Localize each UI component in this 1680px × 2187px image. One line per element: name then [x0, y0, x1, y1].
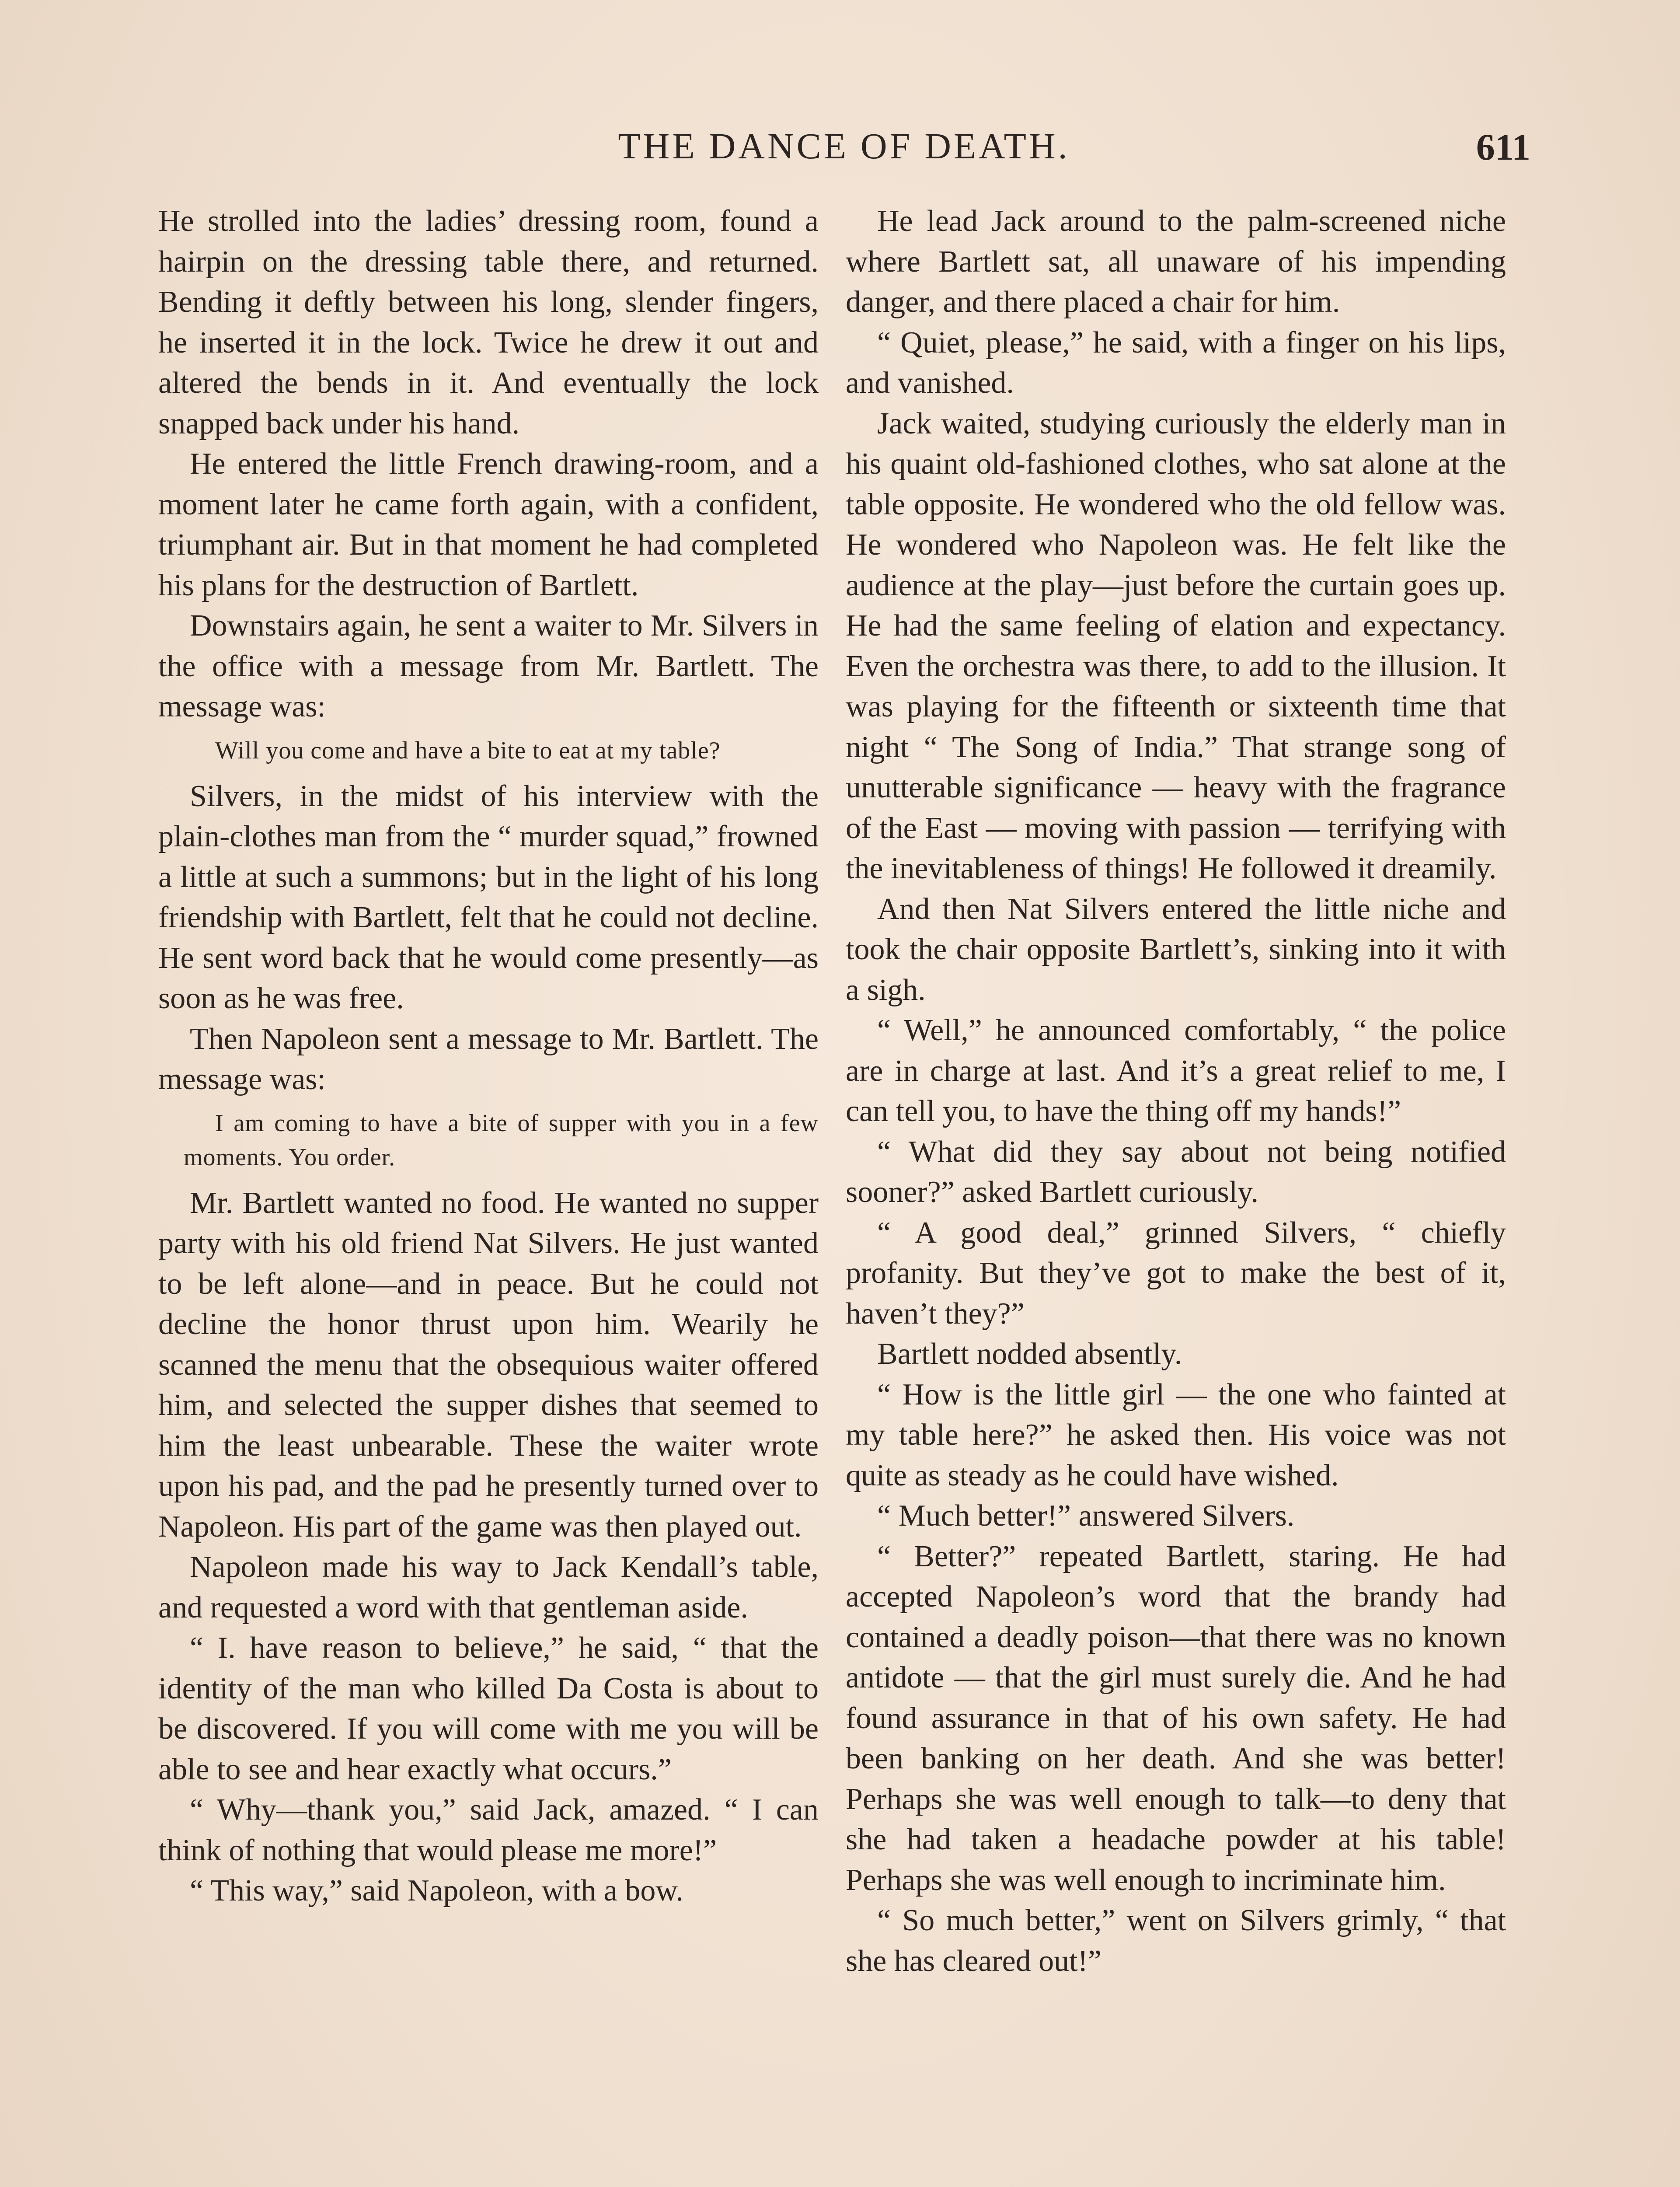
- page-header: [157, 125, 1530, 173]
- left-column: [158, 201, 819, 1911]
- paragraph: He entered the little French drawing-room, and a moment later he came forth again, with a confident, triumphant air. But in that moment he had completed his plans for the destruction of Bartlett.: [158, 447, 819, 602]
- paragraph: “ Why—thank you,” said Jack, amazed. “ I can think of nothing that would please me more!”: [158, 1793, 819, 1867]
- paragraph: “ I. have reason to believe,” he said, “ that the identity of the man who killed Da Costa is about to be discovered. If you will come with me you will be able to see and hear exactly what occurs.”: [158, 1631, 819, 1786]
- running-title: THE DANCE OF DEATH.: [618, 126, 1070, 167]
- paragraph: “ Well,” he announced comfortably, “ the police are in charge at last. And it’s a great relief to me, I can tell you, to have the thing off my hands!”: [846, 1013, 1506, 1128]
- paragraph: Downstairs again, he sent a waiter to Mr. Silvers in the office with a message from Mr. Bartlett. The message was:: [158, 609, 819, 723]
- paragraph: He lead Jack around to the palm-screened niche where Bartlett sat, all unaware of his impending danger, and there placed a chair for him.: [846, 204, 1506, 319]
- quoted-message: I am coming to have a bite of supper with you in a few moments. You order.: [184, 1109, 819, 1171]
- paragraph: And then Nat Silvers entered the little niche and took the chair opposite Bartlett’s, sinking into it with a sigh.: [846, 892, 1506, 1007]
- paragraph: Bartlett nodded absently.: [877, 1337, 1182, 1371]
- page-number: 611: [1476, 126, 1530, 168]
- quoted-message: Will you come and have a bite to eat at my table?: [215, 737, 721, 764]
- paragraph: Silvers, in the midst of his interview with the plain-clothes man from the “ murder squad,” frowned a little at such a summons; but in the light of his long friendship with Bartlett, felt that he could not decline. He sent word back that he would come presently—as soon as he was free.: [158, 779, 819, 1015]
- right-column: [846, 201, 1506, 1981]
- paragraph: “ This way,” said Napoleon, with a bow.: [190, 1874, 683, 1908]
- paragraph: Then Napoleon sent a message to Mr. Bartlett. The message was:: [158, 1022, 819, 1096]
- paragraph: “ How is the little girl — the one who fainted at my table here?” he asked then. His voice was not quite as steady as he could have wished.: [846, 1377, 1506, 1492]
- paragraph: “ So much better,” went on Silvers grimly, “ that she has cleared out!”: [846, 1904, 1506, 1978]
- paragraph: He strolled into the ladies’ dressing room, found a hairpin on the dressing table there, and returned. Bending it deftly between his long, slender fingers, he inserted it in the lock. Twice he drew it out and altered the bends in it. And eventually the lock snapped back under his hand.: [158, 204, 819, 440]
- paragraph: Mr. Bartlett wanted no food. He wanted no supper party with his old friend Nat Silvers. He just wanted to be left alone—and in peace. But he could not decline the honor thrust upon him. Wearily he scanned the menu that the obsequious waiter offered him, and selected the supper dishes that seemed to him the least unbearable. These the waiter wrote upon his pad, and the pad he presently turned over to Napoleon. His part of the game was then played out.: [158, 1186, 819, 1544]
- paragraph: Napoleon made his way to Jack Kendall’s table, and requested a word with that gentleman aside.: [158, 1550, 819, 1625]
- paragraph: “ Quiet, please,” he said, with a finger on his lips, and vanished.: [846, 325, 1506, 400]
- paragraph: “ Much better!” answered Silvers.: [877, 1499, 1295, 1533]
- paragraph: Jack waited, studying curiously the elderly man in his quaint old-fashioned clothes, who sat alone at the table opposite. He wondered who the old fellow was. He wondered who Napoleon was. He felt like the audience at the play—just before the curtain goes up. He had the same feeling of elation and expectancy. Even the orchestra was there, to add to the illusion. It was playing for the fifteenth or sixteenth time that night “ The Song of India.” That strange song of unutterable significance — heavy with the fragrance of the East — moving with passion — terrifying with the inevitableness of things! He followed it dreamily.: [846, 406, 1506, 885]
- paragraph: “ Better?” repeated Bartlett, staring. He had accepted Napoleon’s word that the brandy had contained a deadly poison—that there was no known antidote — that the girl must surely die. And he had found assurance in that of his own safety. He had been banking on her death. And she was better! Perhaps she was well enough to talk—to deny that she had taken a headache powder at his table! Perhaps she was well enough to incriminate him.: [846, 1539, 1506, 1897]
- paragraph: “ What did they say about not being notified sooner?” asked Bartlett curiously.: [846, 1135, 1506, 1209]
- paragraph: “ A good deal,” grinned Silvers, “ chiefly profanity. But they’ve got to make the best of it, haven’t they?”: [846, 1216, 1506, 1331]
